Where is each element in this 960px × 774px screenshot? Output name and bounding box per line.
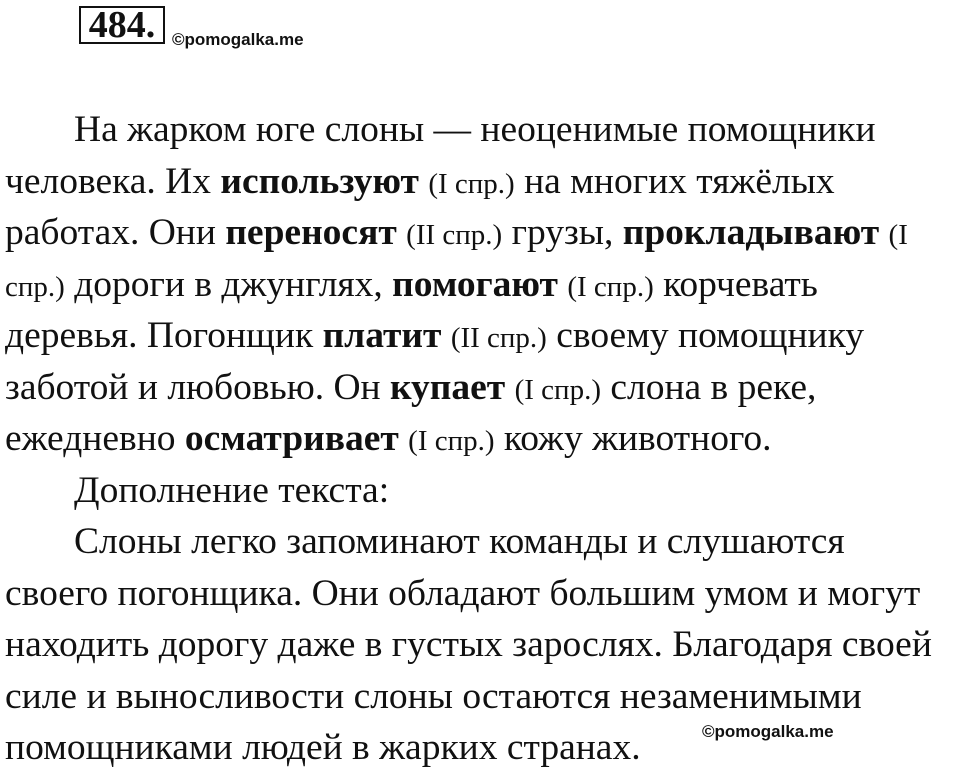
text-line — [5, 310, 960, 362]
text-fragment: слона в реке, — [600, 366, 817, 408]
conjugation-note: (II спр.) — [406, 219, 503, 251]
text-fragment — [441, 315, 450, 356]
text-fragment: находить дорогу даже в густых зарослях. Благодаря своей — [5, 624, 932, 665]
watermark-bottom: ©pomogalka.me — [702, 722, 834, 741]
text-fragment — [879, 212, 888, 253]
bold-verb: платит — [322, 315, 442, 356]
bold-verb: прокладывают — [622, 212, 880, 253]
conjugation-note: (II спр.) — [450, 322, 547, 354]
text-fragment: Слоны легко запоминают команды и слушаются — [74, 521, 845, 562]
text-fragment: на многих тяжёлых — [514, 160, 835, 202]
conjugation-note: спр.) — [5, 270, 65, 303]
text-line — [5, 104, 960, 156]
text-fragment: деревья. Погонщик — [5, 315, 323, 356]
text-line — [5, 413, 960, 465]
bold-verb: используют — [220, 160, 419, 202]
text-fragment — [558, 264, 567, 305]
text-line — [5, 156, 960, 208]
bold-verb: переносят — [225, 212, 397, 253]
text-fragment: заботой и любовью. Он — [5, 366, 390, 408]
text-fragment — [419, 161, 428, 202]
conjugation-note: (I спр.) — [514, 373, 601, 406]
text-fragment: На жарком юге слоны — неоценимые помощники — [74, 109, 876, 150]
text-fragment — [505, 367, 514, 408]
conjugation-note: (I спр.) — [428, 167, 515, 200]
text-line — [5, 465, 960, 517]
conjugation-note: (I спр.) — [408, 425, 495, 457]
conjugation-note: (I — [888, 219, 908, 251]
text-fragment: помощниками людей в жарких странах. — [5, 727, 641, 768]
text-line — [5, 362, 960, 414]
text-line — [5, 516, 960, 568]
text-line — [5, 671, 960, 723]
text-fragment: дороги в джунглях, — [64, 263, 393, 305]
watermark-top: ©pomogalka.me — [172, 30, 304, 49]
text-fragment: своего погонщика. Они обладают большим умом и могут — [5, 572, 921, 614]
text-fragment: ежедневно — [5, 418, 185, 459]
text-fragment: человека. Их — [5, 160, 221, 202]
conjugation-note: (I спр.) — [567, 270, 654, 303]
bold-verb: осматривает — [184, 418, 399, 459]
bold-verb: помогают — [392, 263, 558, 305]
text-fragment: корчевать — [653, 263, 818, 305]
text-line — [5, 207, 960, 259]
text-fragment: кожу животного. — [494, 418, 772, 459]
text-line — [5, 568, 960, 620]
text-fragment: работах. Они — [5, 212, 226, 253]
text-line — [5, 619, 960, 671]
bold-verb: купает — [389, 366, 506, 408]
text-line — [5, 259, 960, 311]
text-fragment — [399, 418, 408, 459]
exercise-text — [5, 104, 960, 774]
exercise-number: 484. — [79, 6, 165, 44]
text-fragment: своему помощнику — [546, 315, 865, 356]
text-fragment: силе и выносливости слоны остаются незаменимыми — [5, 675, 862, 717]
text-fragment — [397, 212, 406, 253]
text-fragment: Дополнение текста: — [74, 469, 390, 511]
text-fragment: грузы, — [502, 212, 623, 253]
